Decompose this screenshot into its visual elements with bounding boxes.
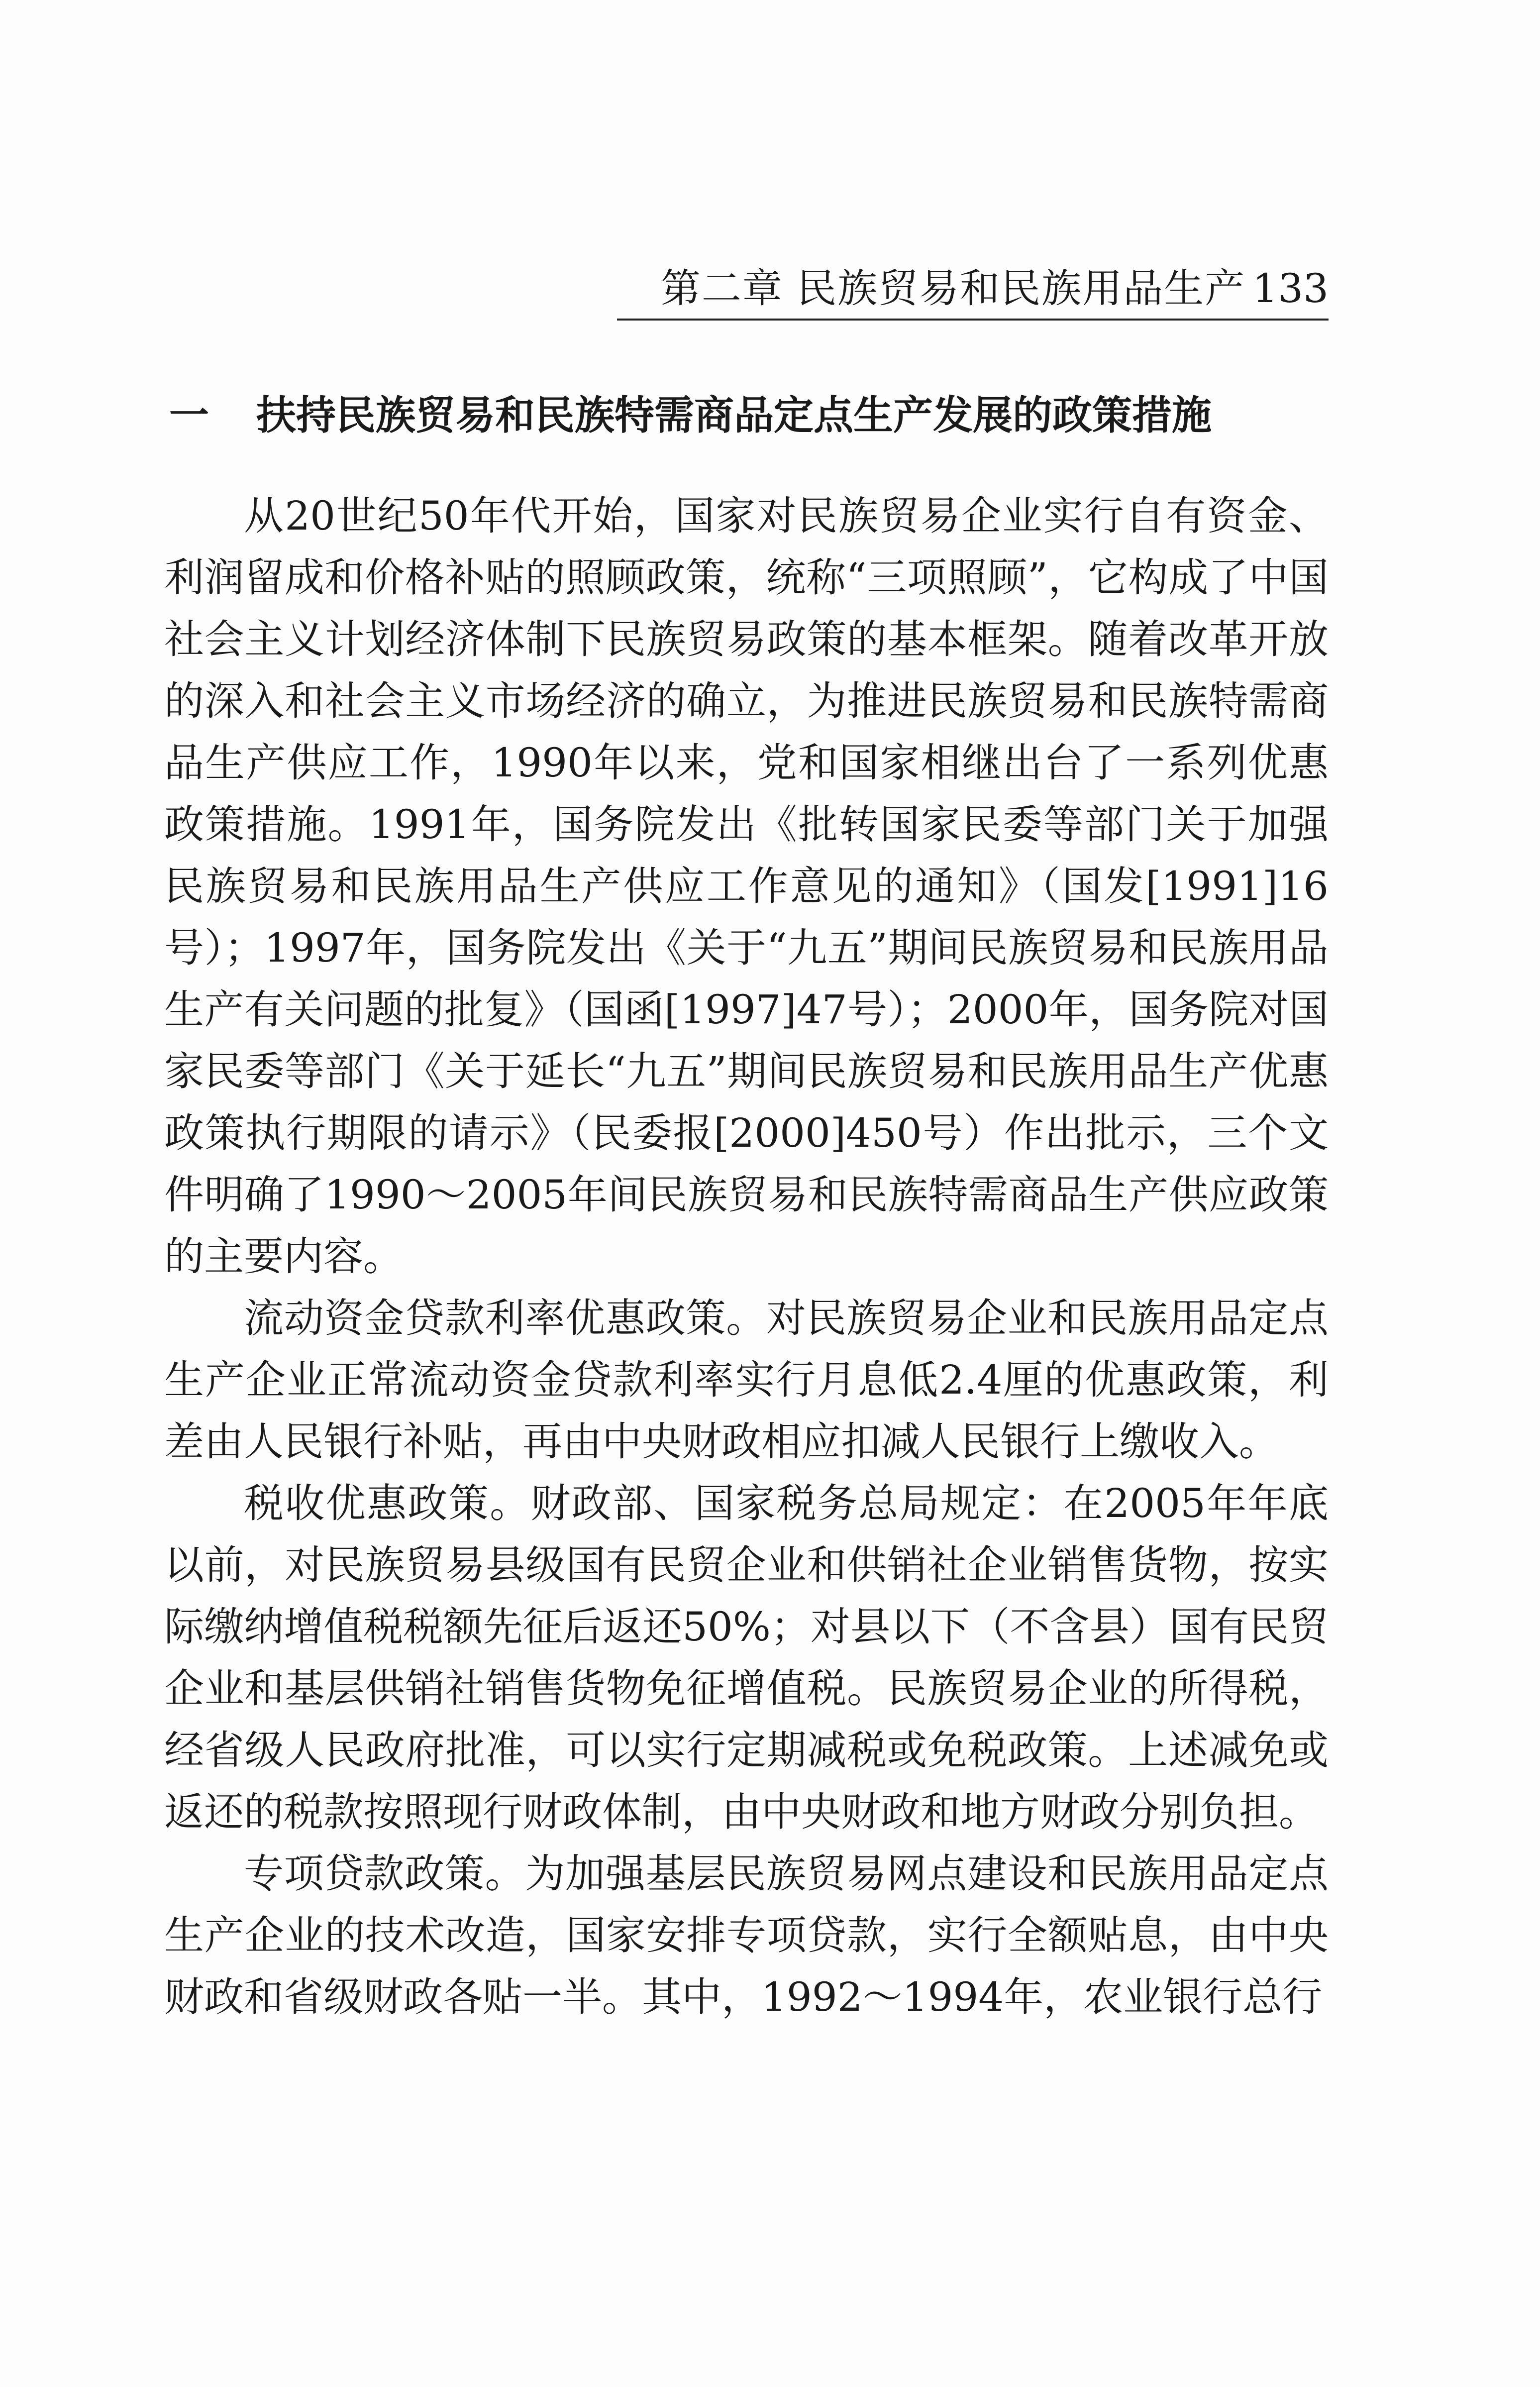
- page-number: 133: [1252, 265, 1329, 312]
- paragraph: 流动资金贷款利率优惠政策。对民族贸易企业和民族用品定点生产企业正常流动资金贷款利率实行月息低2.4厘的优惠政策，利差由人民银行补贴，再由中央财政相应扣减人民银行上缴收入。: [164, 1295, 1329, 1465]
- chapter-title: 第二章 民族贸易和民族用品生产: [660, 265, 1246, 312]
- paragraph: 从20世纪50年代开始，国家对民族贸易企业实行自有资金、利润留成和价格补贴的照顾政策，统称“三项照顾”，它构成了中国社会主义计划经济体制下民族贸易政策的基本框架。随着改革开放的深入和社会主义市场经济的确立，为推进民族贸易和民族特需商品生产供应工作，1990年以来，党和国家相继出台了一系列优惠政策措施。1991年，国务院发出《批转国家民委等部门关于加强民族贸易和民族用品生产供应工作意见的通知》（国发[1991]16号）；1997年，国务院发出《关于“九五”期间民族贸易和民族用品生产有关问题的批复》（国函[1997]47号）；2000年，国务院对国家民委等部门《关于延长“九五”期间民族贸易和民族用品生产优惠政策执行期限的请示》（民委报[2000]450号）作出批示，三个文件明确了1990～2005年间民族贸易和民族特需商品生产供应政策的主要内容。: [164, 493, 1329, 1280]
- running-header: [617, 264, 1329, 319]
- section-heading: [164, 383, 1329, 448]
- paragraph: 专项贷款政策。为加强基层民族贸易网点建设和民族用品定点生产企业的技术改造，国家安排专项贷款，实行全额贴息，由中央财政和省级财政各贴一半。其中，1992～1994年，农业银行总行: [164, 1850, 1329, 2020]
- section-number: 一: [169, 392, 209, 438]
- paragraph: 税收优惠政策。财政部、国家税务总局规定：在2005年年底以前，对民族贸易县级国有民贸企业和供销社企业销售货物，按实际缴纳增值税税额先征后返还50%；对县以下（不含县）国有民贸企业和基层供销社销售货物免征增值税。民族贸易企业的所得税，经省级人民政府批准，可以实行定期减税或免税政策。上述减免或返还的税款按照现行财政体制，由中央财政和地方财政分别负担。: [164, 1480, 1329, 1835]
- section-title: 扶持民族贸易和民族特需商品定点生产发展的政策措施: [256, 392, 1212, 438]
- body-text: [164, 485, 1329, 2028]
- header-rule: [617, 319, 1329, 321]
